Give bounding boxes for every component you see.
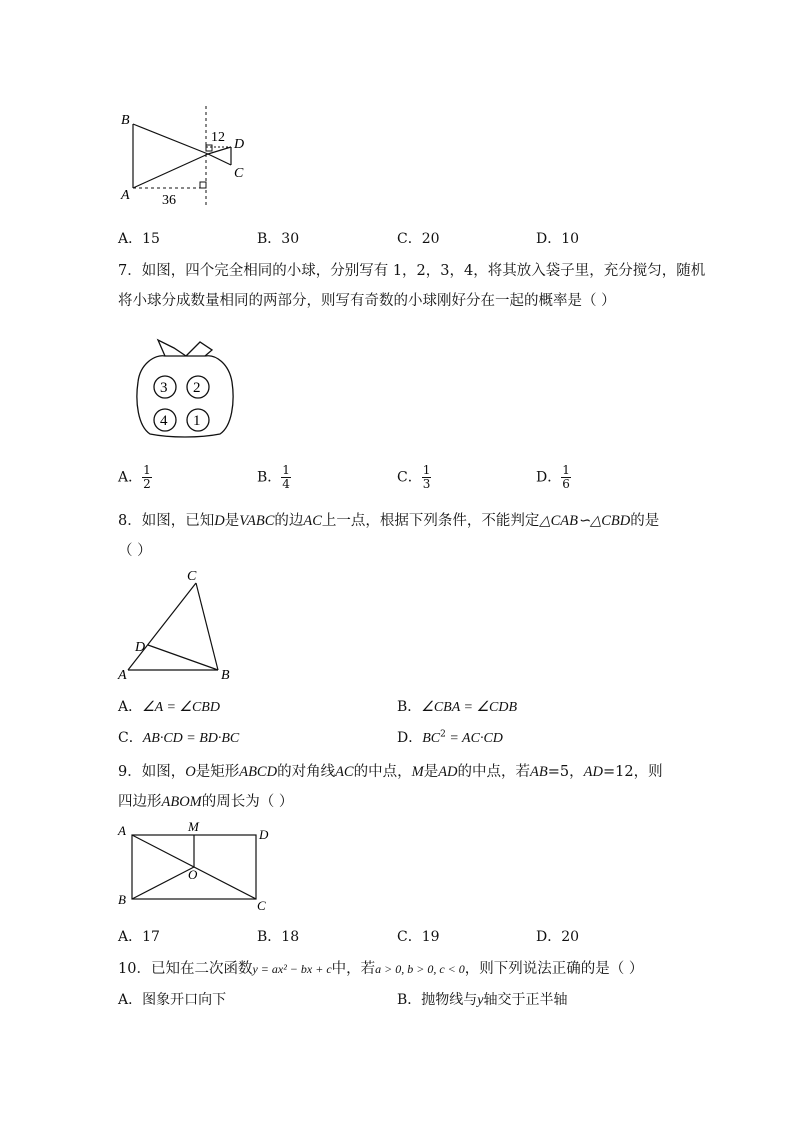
q9-option-b[interactable]: B．18 — [257, 929, 300, 945]
q6-label-a: A — [121, 188, 130, 203]
q6-label-b: B — [121, 113, 130, 128]
q9-label-b: B — [118, 892, 126, 907]
q7-option-b-fraction: $\frac{1}{4}$ — [282, 463, 290, 491]
q6-label-c: C — [234, 166, 244, 181]
q7-ball-label-2: 2 — [193, 380, 201, 396]
q9-label-m: M — [188, 819, 199, 834]
q7-bag-tie-left — [158, 340, 186, 356]
q10-option-a[interactable]: A．图象开口向下 — [118, 992, 227, 1008]
q9-option-a[interactable]: A．17 — [118, 929, 160, 945]
q7-bag-figure — [130, 334, 240, 444]
q8-option-c[interactable]: C．AB·CD = BD·BC — [118, 730, 240, 746]
q7-stem-line1: 7．如图，四个完全相同的小球，分别写有 1，2，3，4，将其放入袋子里，充分搅匀，随机 — [118, 263, 706, 279]
q7-option-c[interactable]: C． $\frac{1}{3}$ — [397, 463, 431, 491]
q6-length-36: 36 — [162, 193, 176, 208]
q7-ball-label-3: 3 — [160, 380, 168, 396]
q8-label-b: B — [221, 668, 230, 683]
q8-stem-line1: 8．如图，已知D是VABC的边AC上一点，根据下列条件，不能判定△CAB∽△CBD的是 — [118, 513, 660, 529]
q8-option-b[interactable]: B．∠CBA = ∠CDB — [397, 699, 518, 715]
q6-label-d: D — [234, 137, 245, 152]
q10-stem-line1: 10．已知在二次函数y = ax² − bx + c中，若a > 0, b > 0, c < 0，则下列说法正确的是（ ） — [118, 961, 644, 977]
q8-edge-cb — [196, 583, 218, 670]
q8-label-a: A — [118, 668, 127, 683]
q9-label-d: D — [259, 827, 269, 842]
q9-label-c: C — [257, 898, 266, 913]
q9-option-c[interactable]: C．19 — [397, 929, 440, 945]
q6-figure — [112, 102, 262, 210]
q8-option-a[interactable]: A．∠A = ∠CBD — [118, 699, 220, 715]
q9-segment-bo — [132, 867, 194, 899]
q7-ball-label-4: 4 — [160, 413, 168, 429]
q7-option-d[interactable]: D． $\frac{1}{6}$ — [536, 463, 570, 491]
q7-option-a-fraction: $\frac{1}{2}$ — [143, 463, 151, 491]
q7-option-c-fraction: $\frac{1}{3}$ — [422, 463, 431, 491]
q8-triangle-figure — [114, 566, 244, 684]
q7-option-b[interactable]: B． $\frac{1}{4}$ — [257, 463, 290, 491]
q9-stem-line2: 四边形ABOM的周长为（ ） — [118, 794, 294, 810]
q6-edge-ec — [208, 154, 231, 165]
q8-label-c: C — [187, 569, 197, 584]
q9-stem-line1: 9．如图，O是矩形ABCD的对角线AC的中点，M是AD的中点，若AB=5，AD=12，则 — [118, 764, 663, 780]
q7-option-d-fraction: $\frac{1}{6}$ — [562, 463, 570, 491]
q8-option-d[interactable]: D．$BC^2 = AC\cdot CD$ — [397, 729, 503, 746]
q9-rectangle-figure — [114, 818, 274, 914]
q7-ball-label-1: 1 — [193, 413, 201, 429]
q6-length-12: 12 — [211, 130, 225, 145]
q9-label-o: O — [188, 867, 198, 882]
q10-option-b[interactable]: B．抛物线与y轴交于正半轴 — [397, 992, 568, 1008]
q6-option-d[interactable]: D．10 — [536, 231, 580, 247]
q9-option-d[interactable]: D．20 — [536, 929, 580, 945]
q8-segment-bd — [148, 645, 218, 670]
q9-label-a: A — [118, 823, 126, 838]
q6-right-angle-bottom — [200, 182, 206, 188]
q8-stem-line2: （ ） — [118, 543, 152, 559]
q6-option-b[interactable]: B．30 — [257, 231, 300, 247]
q7-bag-outline — [137, 356, 233, 437]
q7-bag-tie-right — [186, 342, 212, 356]
q6-option-a[interactable]: A．15 — [118, 231, 160, 247]
q6-edge-ae — [133, 154, 208, 188]
q6-option-c[interactable]: C．20 — [397, 231, 440, 247]
q6-right-angle-top — [206, 145, 212, 151]
q7-option-a[interactable]: A． $\frac{1}{2}$ — [118, 463, 151, 491]
q8-edge-ac — [128, 583, 196, 670]
q6-edge-be — [133, 124, 208, 154]
q7-stem-line2: 将小球分成数量相同的两部分，则写有奇数的小球刚好分在一起的概率是（ ） — [118, 293, 616, 309]
q8-label-d: D — [135, 640, 146, 655]
